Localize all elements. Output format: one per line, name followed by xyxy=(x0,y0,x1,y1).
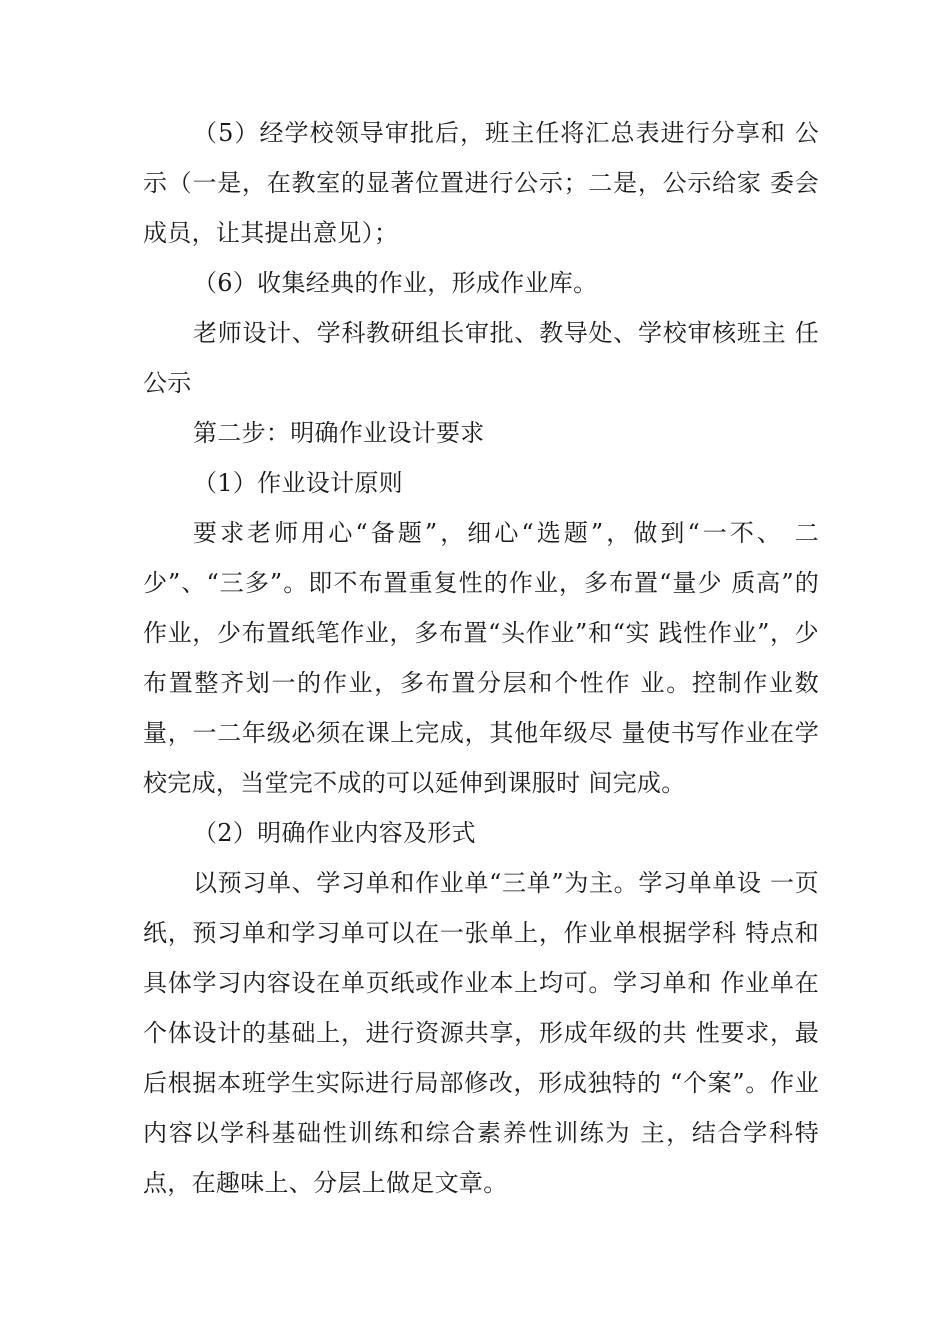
paragraph-step-6: （6）收集经典的作业，形成作业库。 xyxy=(193,269,598,297)
paragraph-step-5: （5）经学校领导审批后，班主任将汇总表进行分享和 公示（一是，在教室的显著位置进行公示；二是，公示给家 委会成员，让其提出意见）； xyxy=(143,119,819,247)
section-heading-step-two: 第二步：明确作业设计要求 xyxy=(193,419,485,447)
paragraph-content-form: 以预习单、学习单和作业单“三单”为主。学习单单设 一页纸，预习单和学习单可以在一张单上，作业单根据学科 特点和具体学习内容设在单页纸或作业本上均可。学习单和 作业单在个体设计的基础上，进行资源共享，形成年级的共 性要求，最后根据本班学生实际进行局部修改，形成独特的 “个案”。作业内容以学科基础性训练和综合素养性训练为 主，结合学科特点，在趣味上、分层上做足文章。 xyxy=(143,869,819,1197)
document-body xyxy=(143,108,819,1208)
paragraph-approval-flow: 老师设计、学科教研组长审批、教导处、学校审核班主 任公示 xyxy=(143,319,819,397)
subheading-content-form: （2）明确作业内容及形式 xyxy=(193,819,476,847)
subheading-design-principles: （1）作业设计原则 xyxy=(193,469,403,497)
paragraph-design-principles: 要求老师用心“备题”，细心“选题”，做到“一不、 二少”、“三多”。即不布置重复性的作业，多布置“量少 质高”的作业，少布置纸笔作业，多布置“头作业”和“实 践性作业”，少布置整齐划一的作业，多布置分层和个性作 业。控制作业数量，一二年级必须在课上完成，其他年级尽 量使书写作业在学校完成，当堂完不成的可以延伸到课服时 间完成。 xyxy=(143,519,819,797)
